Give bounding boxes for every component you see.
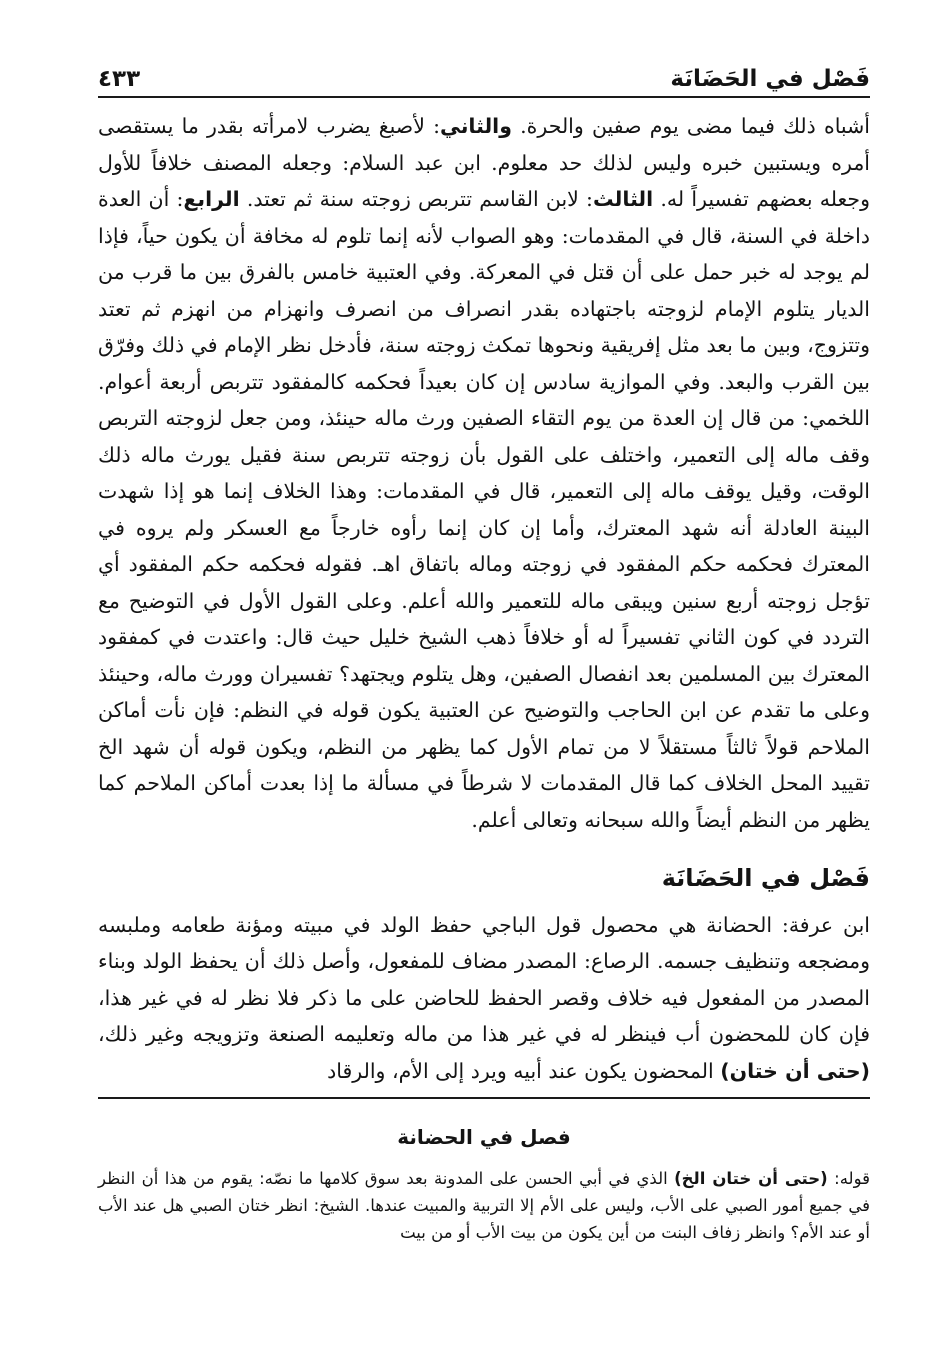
book-page	[98, 52, 870, 1246]
paragraph-custody	[98, 907, 870, 1090]
footnote-heading: فصل في الحضانة	[397, 1125, 571, 1149]
bold-phrase: (حتى أن ختان)	[720, 1058, 870, 1083]
running-header	[98, 52, 870, 92]
paragraph-missing-person	[98, 108, 870, 838]
section-heading: فَصْل في الحَضَانَة	[661, 864, 870, 892]
text-run: : لأصبغ يضرب لامرأته بقدر ما يستقصى أمره ويستبين خبره وليس لذلك حد معلوم. ابن عبد السلام: وجعله المصنف خلافاً للأول وجعله بعضهم تفسيراً له.	[98, 114, 870, 211]
text-run: : لابن القاسم تتربص زوجته سنة ثم تعتد.	[239, 187, 593, 211]
label-third-opinion: الثالث	[592, 187, 654, 211]
footnote-rule	[98, 1097, 870, 1099]
text-run: أشباه ذلك فيما مضى يوم صفين والحرة.	[511, 114, 870, 138]
footnote-paragraph	[98, 1165, 870, 1246]
label-fourth-opinion: الرابع	[183, 187, 240, 211]
label-second-opinion: والثاني	[439, 114, 512, 138]
footnote-section	[98, 1125, 870, 1246]
text-run: : أن العدة داخلة في السنة، قال في المقدمات: وهو الصواب لأنه إنما تلوم له مخافة أن يكون حياً، فإذا لم يوجد له خبر حمل على أن قتل في المعركة. وفي العتبية خامس بالفرق بين ما قرب من الديار يتلوم الإمام لزوجته باجتهاده بقدر انصراف من انصرف وانهزام من انهزم ثم تعتد وتتزوج، وبين ما بعد مثل إفريقية ونحوها تمكث زوجته سنة، فأدخل نظر الإمام في ذلك وفرّق بين القرب والبعد. وفي الموازية سادس إن كان بعيداً فحكمه كالمفقود تتربص أربعة أعوام. اللخمي: من قال إن العدة من يوم التقاء الصفين ورث ماله حينئذ، ومن جعل لزوجته التربص وقف ماله إلى التعمير، واختلف على القول بأن زوجته تتربص سنة فقيل يورث ماله ذلك الوقت، وقيل يوقف ماله إلى التعمير، قال في المقدمات: وهذا الخلاف إنما هو إذا شهدت البينة العادلة أنه شهد المعترك، وأما إن كان إنما رأوه خارجاً مع العسكر ولم يروه في المعترك فحكمه حكم المفقود في زوجته وماله باتفاق اهـ. فقوله فحكمه حكم المفقود أي تؤجل زوجته أربع سنين ويبقى ماله للتعمير والله أعلم. وعلى القول الأول في التوضيح مع التردد في كون الثاني تفسيراً له أو خلافاً ذهب الشيخ خليل حيث قال: واعتدت في كمفقود المعترك بين المسلمين بعد انفصال الصفين، وهل يتلوم ويجتهد؟ تفسيران وورث ماله، وحينئذ وعلى ما تقدم عن ابن الحاجب والتوضيح عن العتبية يكون قوله في النظم: فإن نأت أماكن الملاحم قولاً ثالثاً مستقلاً لا من تمام الأول كما يظهر من النظم، ويكون قوله أن شهد الخ تقييد المحل الخلاف كما قال المقدمات لا شرطاً في مسألة ما إذا بعدت أماكن الملاحم كما يظهر من النظم أيضاً والله سبحانه وتعالى أعلم.	[98, 187, 870, 832]
footnote-bold-phrase: (حتى أن ختان الخ)	[674, 1169, 828, 1188]
text-run: المحضون يكون عند أبيه ويرد إلى الأم، والرقاد	[327, 1058, 721, 1083]
text-run: الذي في أبي الحسن على المدونة بعد سوق كلامها ما نصّه: يقوم من هذا أن النظر في جميع أمور الصبي على الأب، وليس على الأم إلا التربية والمبيت عندها. الشيخ: انظر ختان الصبي هل عند الأب أو عند الأم؟ وانظر زفاف البنت من أين يكون من بيت الأب أو من بيت	[98, 1169, 870, 1242]
header-rule	[98, 96, 870, 98]
running-title: فَصْل في الحَضَانَة	[670, 66, 870, 92]
text-run: ابن عرفة: الحضانة هي محصول قول الباجي حفظ الولد في مبيته ومؤنة طعامه وملبسه ومضجعه وتنظيف جسمه. الرصاع: المصدر مضاف للمفعول، وأصل ذلك أن يحفظ الولد وبناء المصدر من المفعول فيه خلاف وقصر الحفظ للحاضن على ما ذكر فلا نظر له في غير هذا، فإن كان للمحضون أب فينظر له في غير هذا من ماله وتعليمه الصنعة وتزويجه وغير ذلك،	[98, 912, 870, 1046]
text-run: قوله:	[827, 1169, 870, 1188]
main-text	[98, 108, 870, 1089]
page-number: ٤٣٣	[98, 66, 141, 92]
